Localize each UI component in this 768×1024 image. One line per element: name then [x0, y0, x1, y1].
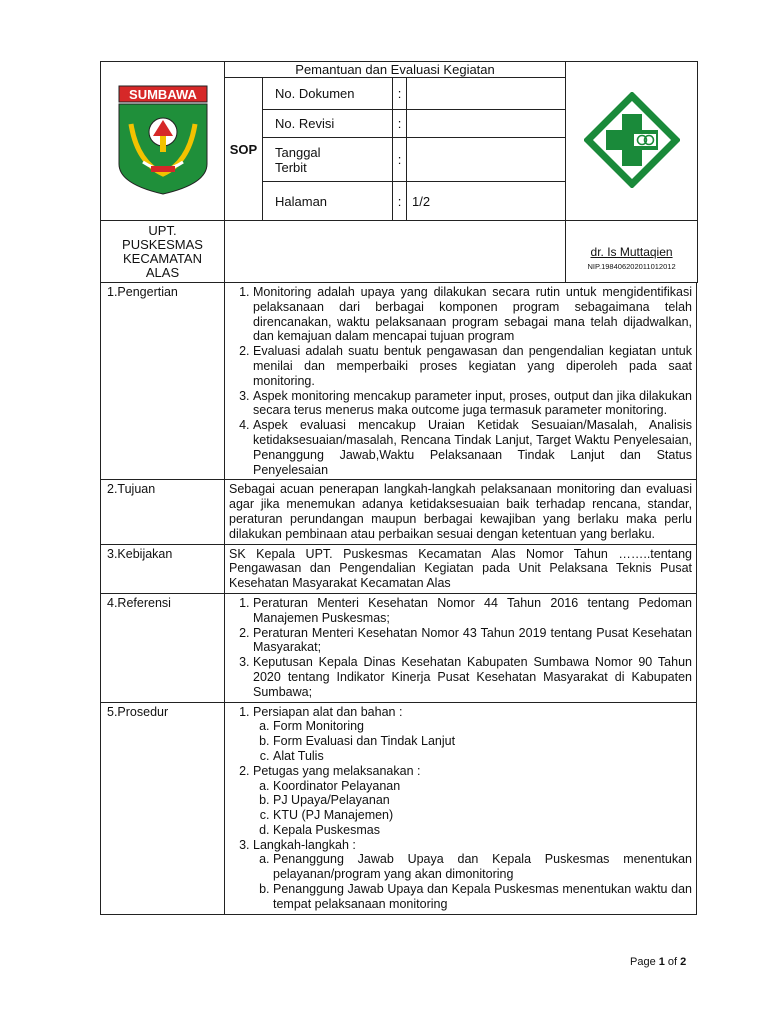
- list-item: c. KTU (PJ Manajemen): [273, 808, 692, 823]
- list-item: b. Penanggung Jawab Upaya dan Kepala Puskesmas menentukan waktu dan tempat pelaksanaan monitoring: [273, 882, 692, 912]
- list-item: 2. Evaluasi adalah suatu bentuk pengawasan dan pengendalian kegiatan untuk menilai dan memperbaiki proses kegiatan yang diperoleh pada saat monitoring.: [253, 344, 692, 388]
- org-line: PUSKESMAS: [122, 237, 203, 252]
- list-item: a. Form Monitoring: [273, 719, 692, 734]
- list-item: 1. Peraturan Menteri Kesehatan Nomor 44 Tahun 2016 tentang Pedoman Manajemen Puskesmas;: [253, 596, 692, 626]
- list-item: b. Form Evaluasi dan Tindak Lanjut: [273, 734, 692, 749]
- group-title: Petugas yang melaksanakan :: [253, 763, 421, 778]
- colon: :: [393, 138, 407, 182]
- section-label-tujuan: 2.Tujuan: [101, 480, 225, 544]
- org-line: UPT.: [148, 223, 177, 238]
- section-label-kebijakan: 3.Kebijakan: [101, 544, 225, 593]
- organization-name: [101, 221, 225, 283]
- paragraph: Sebagai acuan penerapan langkah-langkah pelaksanaan monitoring dan evaluasi agar jika menemukan adanya ketidaksesuaian baik terhadap rencana, standar, peraturan perundangan maupun berbagai kewajiban yang berlaku maka perlu dilakukan pembinaan atau perbaikan sesuai dengan ketentuan yang berlaku.: [229, 482, 692, 541]
- list-item: 4. Aspek evaluasi mencakup Uraian Ketidak Sesuaian/Masalah, Analisis ketidaksesuaian/masalah, Rencana Tindak Lanjut, Target Waktu Penyelesaian, Penanggung Jawab,Waktu Pelaksanaan Tindak Lanjut dan Status Penyelesaian: [253, 418, 692, 477]
- signature-cell: [566, 221, 698, 283]
- list-item: 1. Monitoring adalah upaya yang dilakukan secara rutin untuk mengidentifikasi pelaksanaan dari berbagai komponen program sebagaimana telah direncanakan, waktu pelaksanaan program sebagai mana telah dijadwalkan, dan kemajuan dalam mencapai tujuan program: [253, 285, 692, 344]
- footer-mid: of: [664, 956, 681, 968]
- section-tujuan: [225, 480, 697, 544]
- colon: :: [393, 78, 407, 110]
- group-title: Persiapan alat dan bahan :: [253, 704, 403, 719]
- list-item: [253, 764, 692, 838]
- section-kebijakan: [225, 544, 697, 593]
- list-item: a. Koordinator Pelayanan: [273, 779, 692, 794]
- document-title: Pemantuan dan Evaluasi Kegiatan: [225, 62, 566, 78]
- section-referensi: [225, 593, 697, 702]
- body-table: [100, 282, 697, 915]
- list-item: 3. Keputusan Kepala Dinas Kesehatan Kabupaten Sumbawa Nomor 90 Tahun 2020 tentang Indikator Kinerja Pusat Kesehatan Masyarakat di Kabupaten Sumbawa;: [253, 655, 692, 699]
- issue-date-value: [407, 138, 566, 182]
- list-item: a. Penanggung Jawab Upaya dan Kepala Puskesmas menentukan pelayanan/program yang akan dimonitoring: [273, 852, 692, 882]
- revision-label: No. Revisi: [263, 110, 393, 138]
- list-item: c. Alat Tulis: [273, 749, 692, 764]
- footer-prefix: Page: [630, 956, 659, 968]
- colon: :: [393, 110, 407, 138]
- doc-number-value: [407, 78, 566, 110]
- sumbawa-emblem-icon: [113, 84, 213, 196]
- page-footer: [630, 956, 686, 968]
- logo-lettering: SUMBAWA: [128, 86, 197, 102]
- header-table: [100, 61, 698, 283]
- page-value: 1/2: [407, 182, 566, 221]
- section-prosedur: [225, 702, 697, 914]
- list-item: 2. Peraturan Menteri Kesehatan Nomor 43 Tahun 2019 tentang Pusat Kesehatan Masyarakat;: [253, 626, 692, 656]
- right-logo-cell: [566, 62, 698, 221]
- list-item: 3. Aspek monitoring mencakup parameter input, proses, output dan jika dilakukan secara terus menerus maka outcome juga termasuk parameter monitoring.: [253, 389, 692, 419]
- paragraph: SK Kepala UPT. Puskesmas Kecamatan Alas Nomor Tahun ……..tentang Pengawasan dan Pengendalian Kegiatan pada Unit Pelaksana Teknis Pusat Kesehatan Masyarakat Kecamatan Alas: [229, 546, 692, 591]
- page-label: Halaman: [263, 182, 393, 221]
- signer-nip: NIP.198406202011012012: [587, 261, 676, 271]
- issue-date-label: Tanggal Terbit: [263, 138, 393, 182]
- section-pengertian: [225, 283, 697, 480]
- health-cross-logo-icon: [584, 92, 680, 188]
- section-label-pengertian: 1.Pengertian: [101, 283, 225, 480]
- list-item: b. PJ Upaya/Pelayanan: [273, 793, 692, 808]
- left-logo-cell: [101, 62, 225, 221]
- list-item: d. Kepala Puskesmas: [273, 823, 692, 838]
- org-line: ALAS: [145, 265, 180, 280]
- signer-name: dr. Is Muttaqien: [590, 244, 673, 259]
- footer-total-pages: 2: [680, 956, 687, 968]
- revision-value: [407, 110, 566, 138]
- footer-current-page: 1: [658, 956, 665, 968]
- list-item: [253, 705, 692, 764]
- colon: :: [393, 182, 407, 221]
- section-label-referensi: 4.Referensi: [101, 593, 225, 702]
- blank-cell: [225, 221, 566, 283]
- section-label-prosedur: 5.Prosedur: [101, 702, 225, 914]
- sop-label: SOP: [225, 78, 263, 221]
- doc-number-label: No. Dokumen: [263, 78, 393, 110]
- sop-document: [100, 61, 697, 915]
- list-item: [253, 838, 692, 912]
- group-title: Langkah-langkah :: [253, 837, 356, 852]
- org-line: KECAMATAN: [123, 251, 202, 266]
